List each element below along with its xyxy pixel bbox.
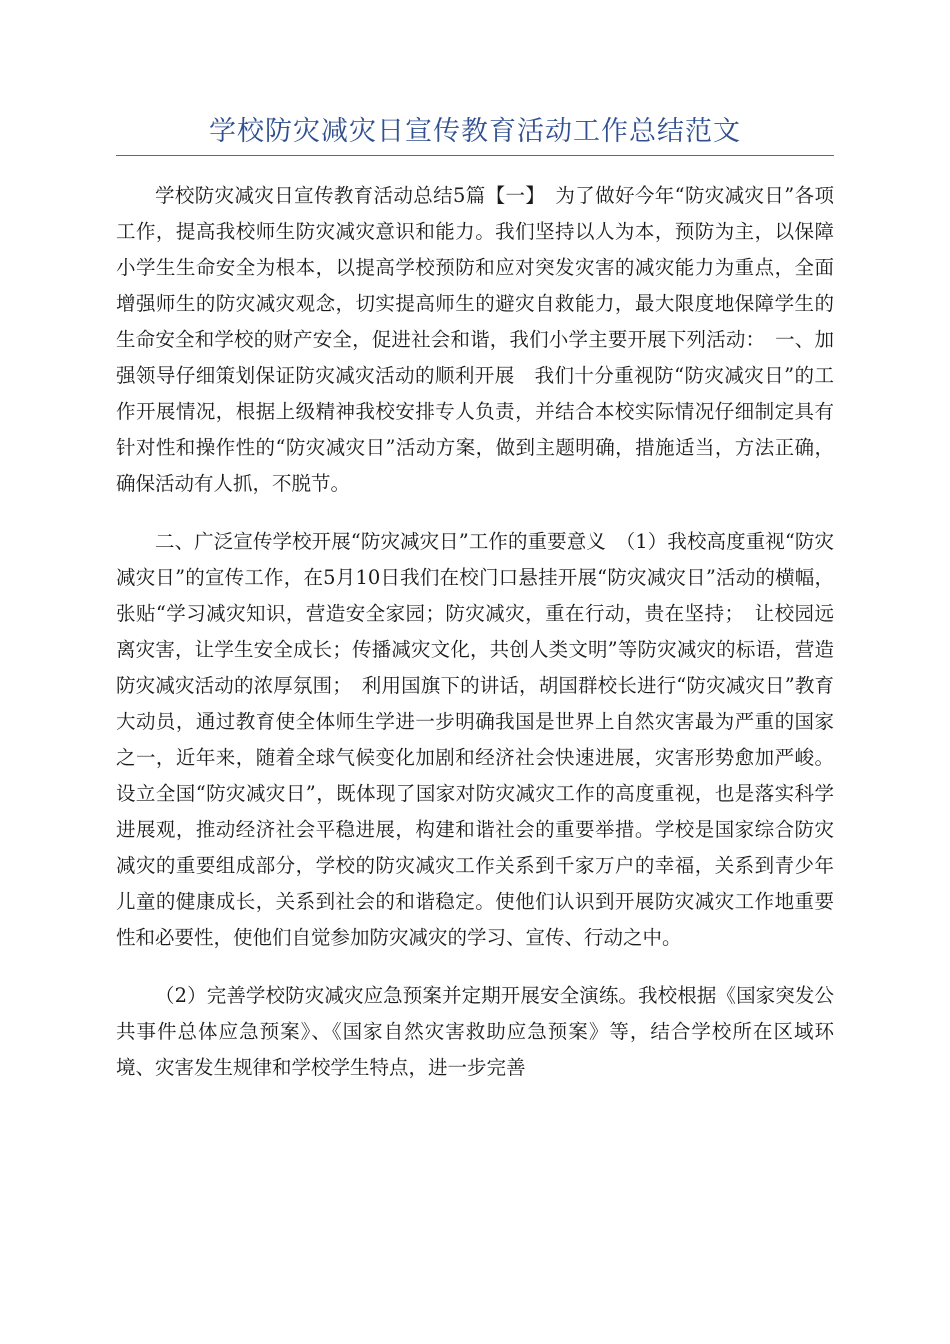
paragraph-3: （2）完善学校防灾减灾应急预案并定期开展安全演练。我校根据《国家突发公共事件总体应急预案》、《国家自然灾害救助应急预案》等，结合学校所在区域环境、灾害发生规律和学校学生特点，进一步完善 [116, 984, 834, 1079]
document-title: 学校防灾减灾日宣传教育活动工作总结范文 [209, 116, 741, 147]
paragraph-1: 学校防灾减灾日宣传教育活动总结5篇【一】 为了做好今年“防灾减灾日”各项工作，提高我校师生防灾减灾意识和能力。我们坚持以人为本，预防为主，以保障小学生生命安全为根本，以提高学校预防和应对突发灾害的减灾能力为重点，全面增强师生的防灾减灾观念，切实提高师生的避灾自救能力，最大限度地保障学生的生命安全和学校的财产安全，促进社会和谐，我们小学主要开展下列活动： 一、加强领导仔细策划保证防灾减灾活动的顺利开展 我们十分重视防“防灾减灾日”的工作开展情况，根据上级精神我校安排专人负责，并结合本校实际情况仔细制定具有针对性和操作性的“防灾减灾日”活动方案，做到主题明确，措施适当，方法正确，确保活动有人抓，不脱节。 [116, 184, 834, 495]
document-body [116, 178, 834, 1108]
title-underline [116, 155, 834, 156]
paragraph-2: 二、广泛宣传学校开展“防灾减灾日”工作的重要意义 （1）我校高度重视“防灾减灾日”的宣传工作，在5月10日我们在校门口悬挂开展“防灾减灾日”活动的横幅，张贴“学习减灾知识，营造安全家园；防灾减灾，重在行动，贵在坚持； 让校园远离灾害，让学生安全成长；传播减灾文化，共创人类文明”等防灾减灾的标语，营造防灾减灾活动的浓厚氛围； 利用国旗下的讲话，胡国群校长进行“防灾减灾日”教育大动员，通过教育使全体师生学进一步明确我国是世界上自然灾害最为严重的国家之一，近年来，随着全球气候变化加剧和经济社会快速进展，灾害形势愈加严峻。设立全国“防灾减灾日”，既体现了国家对防灾减灾工作的高度重视，也是落实科学进展观，推动经济社会平稳进展，构建和谐社会的重要举措。学校是国家综合防灾减灾的重要组成部分，学校的防灾减灾工作关系到千家万户的幸福，关系到青少年儿童的健康成长，关系到社会的和谐稳定。使他们认识到开展防灾减灾工作地重要性和必要性，使他们自觉参加防灾减灾的学习、宣传、行动之中。 [116, 530, 834, 949]
